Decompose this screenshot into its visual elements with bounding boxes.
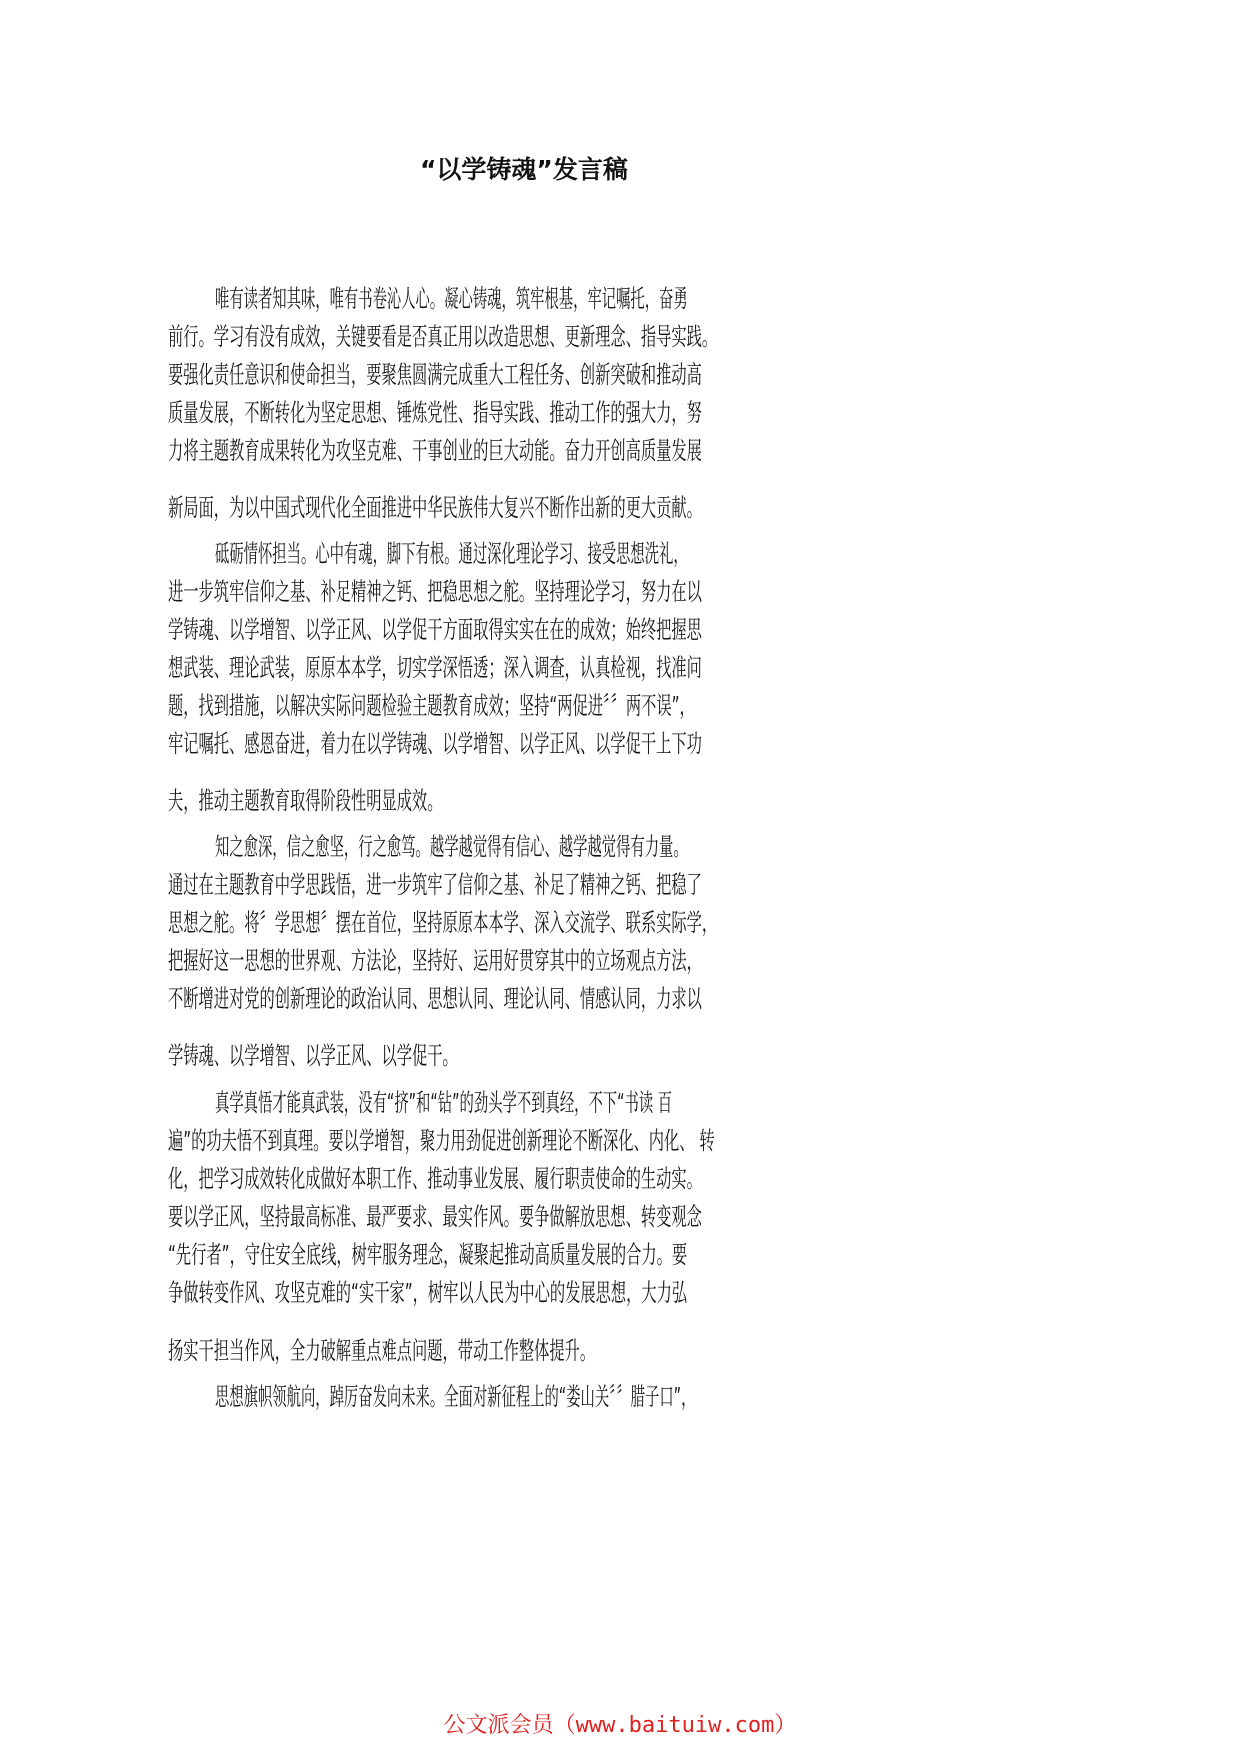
body-line: 通过在主题教育中学思践悟，进一步筑牢了信仰之基、补足了精神之钙、把稳了 (168, 870, 702, 899)
body-line: 学铸魂、以学增智、以学正风、以学促干方面取得实实在在的成效；始终把握思 (168, 615, 702, 644)
body-line: 思想旗帜领航向，踔厉奋发向未来。全面对新征程上的“娄山关〞〞腊子口”， (215, 1382, 696, 1411)
document-title: “以学铸魂”发言稿 (420, 155, 628, 184)
body-line: 唯有读者知其味，唯有书卷沁人心。凝心铸魂，筑牢根基，牢记嘱托，奋勇 (215, 284, 688, 313)
body-line: 牢记嘱托、感恩奋进，着力在以学铸魂、以学增智、以学正风、以学促干上下功 (168, 729, 702, 758)
body-line: 争做转变作风、攻坚克难的“实干家”，树牢以人民为中心的发展思想，大力弘 (168, 1278, 688, 1307)
body-line: 学铸魂、以学增智、以学正风、以学促干。 (168, 1041, 458, 1070)
body-line: 砥砺情怀担当。心中有魂，脚下有根。通过深化理论学习、接受思想洗礼， (215, 539, 688, 568)
body-line: 不断增进对党的创新理论的政治认同、思想认同、理论认同、情感认同，力求以 (168, 984, 702, 1013)
body-line: 遍”的功夫悟不到真理。要以学增智，聚力用劲促进创新理论不断深化、内化、 转 (168, 1126, 715, 1155)
body-line: 前行。学习有没有成效，关键要看是否真正用以改造思想、更新理念、指导实践。 (168, 322, 718, 351)
body-line: 要强化责任意识和使命担当，要聚焦圆满完成重大工程任务、创新突破和推动高 (168, 360, 702, 389)
body-line: 真学真悟才能真武装，没有“挤”和“钻”的劲头学不到真经，不下“书读 百 (215, 1088, 673, 1117)
body-line: 要以学正风，坚持最高标准、最严要求、最实作风。要争做解放思想、转变观念 (168, 1202, 702, 1231)
footer-watermark (0, 1708, 1240, 1739)
body-line: 想武装、理论武装，原原本本学，切实学深悟透；深入调查，认真检视，找准问 (168, 653, 702, 682)
body-line: 把握好这一思想的世界观、方法论，坚持好、运用好贯穿其中的立场观点方法， (168, 946, 702, 975)
body-line: 进一步筑牢信仰之基、补足精神之钙、把稳思想之舵。坚持理论学习，努力在以 (168, 577, 702, 606)
body-line: 夫，推动主题教育取得阶段性明显成效。 (168, 786, 443, 815)
body-line: “先行者”，守住安全底线，树牢服务理念，凝聚起推动高质量发展的合力。要 (168, 1240, 688, 1269)
footer-brand: 公文派会员 (443, 1713, 554, 1738)
body-line: 思想之舵。将〞学思想〞摆在首位，坚持原原本本学、深入交流学、联系实际学， (168, 908, 718, 937)
body-line: 扬实干担当作风，全力破解重点难点问题，带动工作整体提升。 (168, 1336, 596, 1365)
body-line: 力将主题教育成果转化为攻坚克难、干事创业的巨大动能。奋力开创高质量发展 (168, 436, 702, 465)
body-line: 知之愈深，信之愈坚，行之愈笃。越学越觉得有信心、越学越觉得有力量。 (215, 832, 688, 861)
body-line: 质量发展，不断转化为坚定思想、锤炼党性、指导实践、推动工作的强大力，努 (168, 398, 702, 427)
body-line: 新局面，为以中国式现代化全面推进中华民族伟大复兴不断作出新的更大贡献。 (168, 493, 702, 522)
body-line: 化，把学习成效转化成做好本职工作、推动事业发展、履行职责使命的生动实。 (168, 1164, 702, 1193)
body-line: 题，找到措施，以解决实际问题检验主题教育成效；坚持“两促进〞〞两不误”， (168, 691, 695, 720)
footer-url: （www.baituiw.com） (553, 1713, 797, 1738)
